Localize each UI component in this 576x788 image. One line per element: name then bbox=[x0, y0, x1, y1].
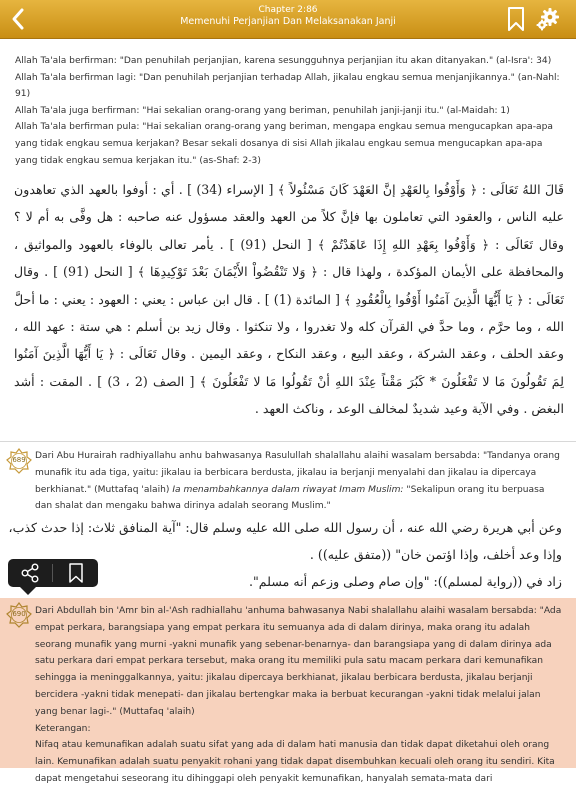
context-popup bbox=[8, 559, 98, 587]
page-title: Memenuhi Perjanjian Dan Melaksanakan Janji bbox=[180, 16, 396, 27]
hadith-translation-text: Dari Abdullah bin 'Amr bin al-'Ash radhiallahu 'anhuma bahwasanya Nabi shalallahu alaihi wasalam bersabda: "Ada empat perkara, barangsiapa yang empat perkara itu semuanya ada di dalam dirinya, maka orang itu adalah seorang munafik yang murni -yakni munafik yang sebenar-benarnya- dan barangsiapa yang di dalam dirinya ada satu perkara dari empat perkara tersebut, maka orang itu memiliki pula satu macam perkara dari kemunafikan sehingga ia meninggalkannya, yaitu: jikalau dipercaya berkhianat, jikalau berbicara berdusta, jikalau berjanji bercidera -yakni tidak menepati- dan jikalau bertengkar maka ia berbuat kecurangan -yakni tidak melalui jalan yang benar lagi-." (Muttafaq 'alaih) bbox=[35, 606, 562, 717]
hadith-number: 690 bbox=[12, 610, 26, 618]
hadith-translation-italic: Ia menambahkannya dalam riwayat Imam Muslim: bbox=[172, 484, 404, 495]
share-button[interactable] bbox=[20, 563, 40, 583]
note-label: Keterangan: bbox=[35, 723, 91, 734]
popup-arrow bbox=[20, 587, 36, 595]
hadith-arabic-line: زاد في ((رواية لمسلم)): "وإن صام وصلى وزعم أنه مسلم". bbox=[249, 574, 562, 589]
hadith-translation-text: "Sekalipun orang itu berpuasa dan shalat dan mengaku bahwa dirinya adalah seorang Muslim." bbox=[35, 484, 545, 512]
share-icon bbox=[20, 563, 40, 583]
back-chevron-icon bbox=[6, 4, 32, 34]
hadith-translation bbox=[35, 448, 563, 515]
intro-paragraph: Allah Ta'ala berfirman pula: "Hai sekalian orang-orang yang beriman, mengapa engkau semua mengucapkan apa-apa yang tidak engkau semua kerjakan? Besar sekali dosanya di sisi Allah jikalau engkau semua mengucapkan apa-apa yang tidak engkau semua kerjakan itu." (as-Shaf: 2-3) bbox=[15, 122, 553, 166]
header-bar bbox=[0, 0, 576, 39]
intro-translation bbox=[15, 53, 564, 169]
intro-paragraph: Allah Ta'ala juga berfirman: "Hai sekalian orang-orang yang beriman, penuhilah janji-janji itu." (al-Maidah: 1) bbox=[15, 105, 510, 116]
hadith-translation bbox=[35, 603, 565, 788]
settings-button[interactable] bbox=[535, 6, 561, 32]
intro-paragraph: Allah Ta'ala berfirman lagi: "Dan penuhilah perjanjian terhadap Allah, jikalau engkau semua menjanjikannya." (an-Nahl: 91) bbox=[15, 72, 560, 100]
hadith-translation-text: Dari Abu Hurairah radhiyallahu anhu bahwasanya Rasulullah shalallahu alaihi wasalam bersabda: "Tandanya orang munafik itu ada tiga, yaitu: jikalau ia berbicara berdusta, jikalau ia berjanji menyalahi dan jikalau ia dipercaya berkhianat." (Muttafaq 'alaih) bbox=[35, 451, 560, 495]
header-title-block bbox=[120, 5, 456, 28]
popup-separator bbox=[52, 564, 53, 582]
bookmark-icon bbox=[68, 563, 84, 583]
arabic-commentary: قَالَ اللهُ تَعَالَى : ﴿ وَأَوْفُوا بِالعَهْدِ إنَّ العَهْدَ كَانَ مَسْئُولاً ﴾ [ الإسراء (34) ] . أي : أوفوا بالعهد الذي تعاهدون عليه الناس ، والعقود التي تعاملون بها فإنَّ كلاً من العهد والعقد مسؤول عنه صاحبه : هل وفَّى به أم لا ؟ وقال تَعَالَى : ﴿ وَأَوْفُوا بِعَهْدِ اللهِ إِذَا عَاهَدْتُمْ ﴾ [ النحل (91) ] . يأمر تعالى بالوفاء بالعهود والمواثيق ، والمحافظة على الأيمان المؤكدة ، ولهذا قال : ﴿ وَلا تَنْقُضُواْ الأَيْمَانَ بَعْدَ تَوْكِيدِهَا ﴾ [ النحل (91) ] . وقال تَعَالَى : ﴿ يَا أَيُّهَا الَّذِينَ آمَنُوا أَوْفُوا بِالْعُقُودِ ﴾ [ المائدة (1) ] . قال ابن عباس : يعني : العهود : يعني : ما أحلَّ الله ، وما حرَّم ، وما حدَّ في القرآن كله ولا تغدروا ، ولا تنكثوا . وقال زيد بن أسلم : هي ستة : عهد الله ، وعقد الحلف ، وعقد الشركة ، وعقد البيع ، وعقد النكاح ، وعقد اليمين . وقال تَعَالَى : ﴿ يَا أَيُّهَا الَّذِينَ آمَنُوا لِمَ تَقُولُونَ مَا لا تَفْعَلُونَ * كَبُرَ مَقْتاً عِنْدَ اللهِ أنْ تَقُولُوا مَا لا تَفْعَلُونَ ﴾ [ الصف (2 ، 3) ] . المقت : أشد البغض . وفي الآية وعيد شديدٌ لمخالف الوعد ، وناكث العهد . bbox=[14, 182, 565, 417]
back-button[interactable] bbox=[6, 4, 32, 34]
hadith-number-badge[interactable] bbox=[6, 448, 32, 474]
popup-bookmark-button[interactable] bbox=[68, 563, 84, 583]
section-divider bbox=[0, 441, 576, 442]
hadith-number: 689 bbox=[12, 456, 26, 464]
bookmark-icon bbox=[507, 6, 525, 32]
intro-paragraph: Allah Ta'ala berfirman: "Dan penuhilah perjanjian, karena sesungguhnya perjanjian itu akan ditanyakan." (al-Isra': 34) bbox=[15, 56, 552, 66]
hadith-number-badge[interactable] bbox=[6, 602, 32, 628]
chapter-label: Chapter 2:86 bbox=[258, 5, 318, 15]
gear-icon bbox=[535, 6, 561, 32]
note-text: Nifaq atau kemunafikan adalah suatu sifat yang ada di dalam hati manusia dan tidak dapat diketahui oleh orang lain. Kemunafikan adalah suatu penyakit rohani yang tidak dapat disembuhkan kecuali oleh orang itu sendiri. Kita dapat mengetahui seseorang itu dihinggapi oleh penyakit kemunafikan, hanyalah semata-mata dari bbox=[35, 740, 555, 784]
bookmark-button[interactable] bbox=[507, 6, 525, 32]
hadith-arabic-line: وإذا وعد أخلف، وإذا اؤتمن خان" ((متفق عليه)) . bbox=[309, 547, 562, 562]
hadith-arabic-line: وعن أبي هريرة رضي الله عنه ، أن رسول الله صلى الله عليه وسلم قال: "آية المنافق ثلاث: إذا حدث كذب، bbox=[8, 520, 562, 535]
